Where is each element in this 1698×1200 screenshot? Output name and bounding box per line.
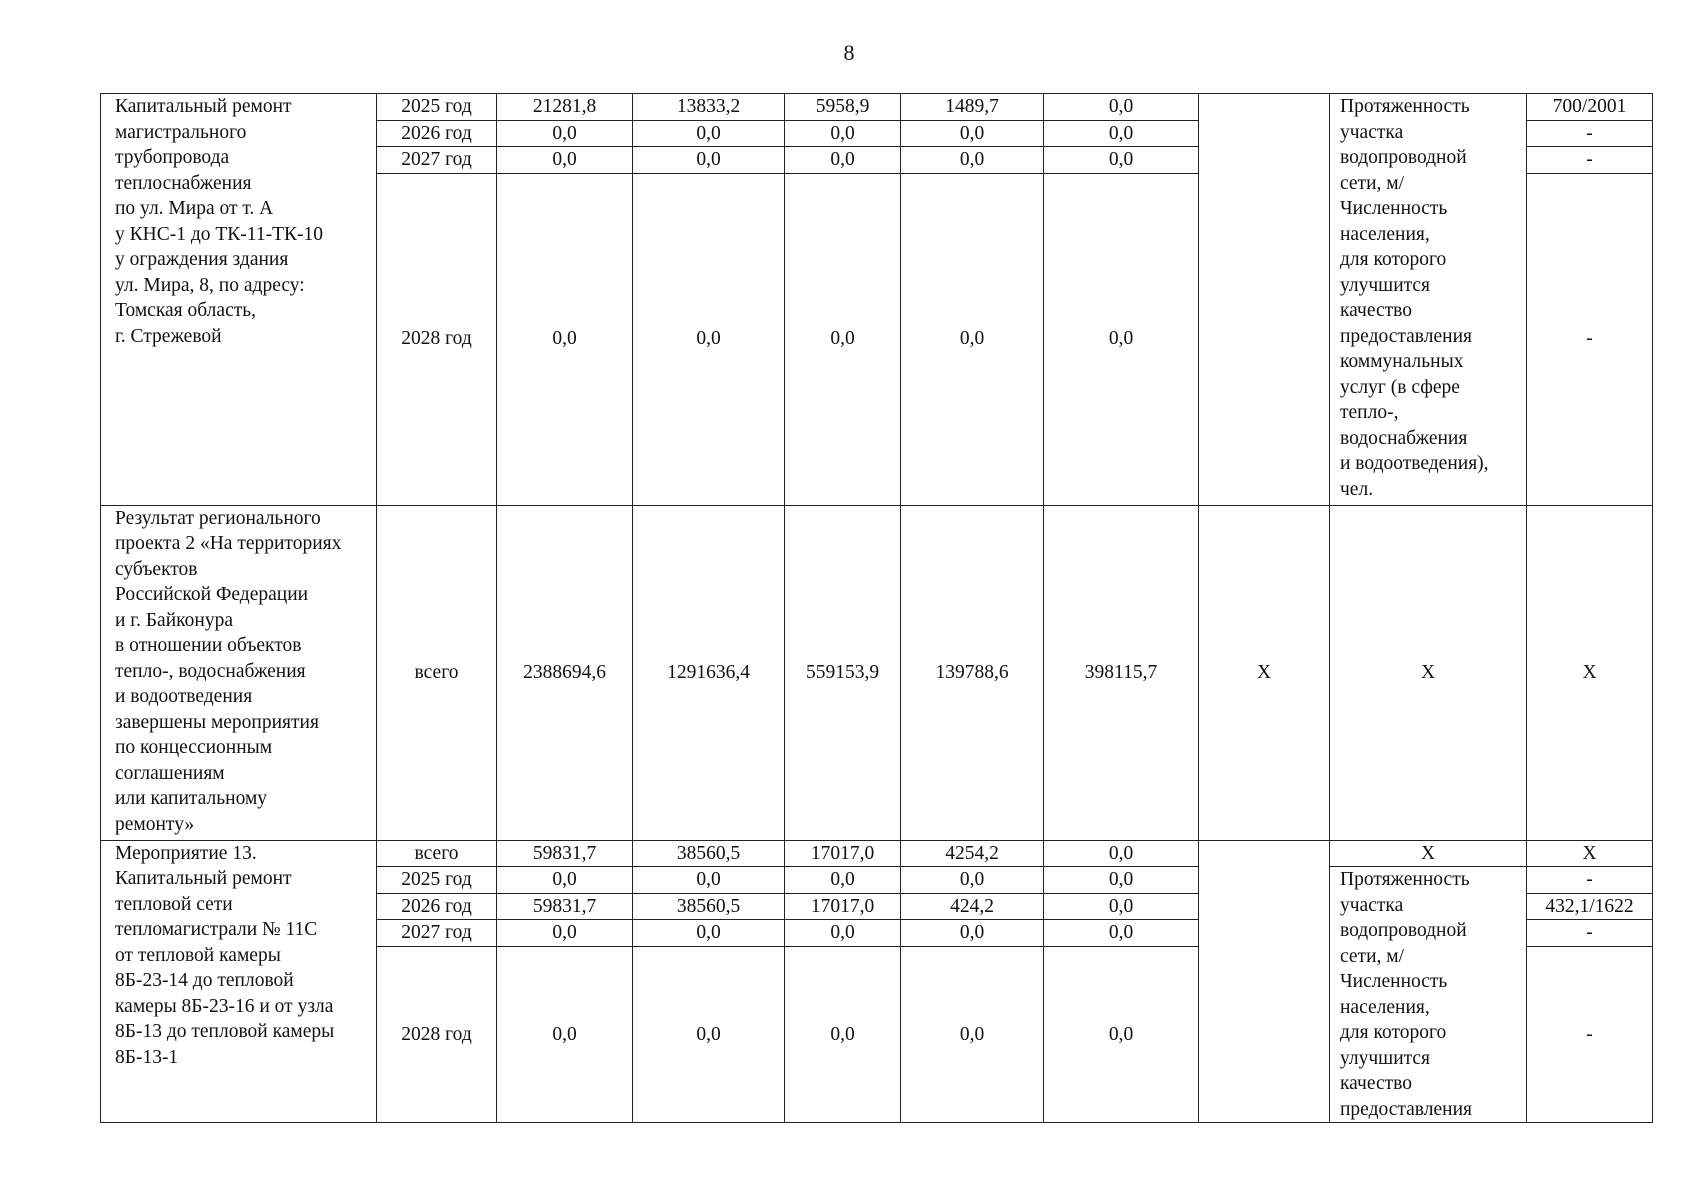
- value-cell: 1291636,4: [633, 505, 785, 840]
- value-cell: 0,0: [901, 946, 1044, 1122]
- target-cell: 700/2001: [1527, 94, 1653, 121]
- value-cell: 0,0: [1044, 147, 1199, 174]
- table-row: [101, 840, 1653, 867]
- page-number: 8: [843, 40, 855, 65]
- x-cell: X: [1527, 505, 1653, 840]
- value-cell: 0,0: [497, 173, 633, 505]
- value-cell: 0,0: [633, 867, 785, 894]
- table-row: [101, 505, 1653, 840]
- target-cell: -: [1527, 920, 1653, 947]
- event-name-cell: Капитальный ремонт магистрального трубопровода теплоснабжения по ул. Мира от т. А у КНС-1 до ТК-11-ТК-10 у ограждения здания ул. Мира, 8, по адресу: Томская область, г. Стрежевой: [101, 94, 377, 506]
- value-cell: 0,0: [901, 920, 1044, 947]
- value-cell: 0,0: [901, 867, 1044, 894]
- value-cell: 17017,0: [785, 840, 901, 867]
- x-cell: X: [1330, 505, 1527, 840]
- indicator-cell: Протяженность участка водопроводной сети, м/ Численность населения, для которого улучшится качество предоставления коммунальных услуг (в сфере тепло-, водоснабжения и водоотведения), чел.: [1330, 94, 1527, 506]
- target-cell: -: [1527, 946, 1653, 1122]
- value-cell: 0,0: [1044, 173, 1199, 505]
- period-cell: 2027 год: [377, 920, 497, 947]
- period-cell: всего: [377, 840, 497, 867]
- value-cell: 0,0: [785, 120, 901, 147]
- value-cell: 0,0: [497, 920, 633, 947]
- value-cell: 0,0: [785, 173, 901, 505]
- value-cell: 139788,6: [901, 505, 1044, 840]
- value-cell: 13833,2: [633, 94, 785, 121]
- value-cell: 424,2: [901, 893, 1044, 920]
- value-cell: 0,0: [497, 867, 633, 894]
- value-cell: 0,0: [1044, 867, 1199, 894]
- x-cell: X: [1199, 505, 1330, 840]
- value-cell: 0,0: [633, 147, 785, 174]
- period-cell: 2025 год: [377, 867, 497, 894]
- target-cell: -: [1527, 120, 1653, 147]
- period-cell: 2028 год: [377, 946, 497, 1122]
- value-cell: 59831,7: [497, 893, 633, 920]
- value-cell: 398115,7: [1044, 505, 1199, 840]
- target-cell: -: [1527, 173, 1653, 505]
- value-cell: 0,0: [633, 920, 785, 947]
- empty-cell: [1199, 840, 1330, 1123]
- value-cell: 0,0: [633, 946, 785, 1122]
- value-cell: 0,0: [633, 173, 785, 505]
- target-cell: -: [1527, 147, 1653, 174]
- table-row: [101, 94, 1653, 121]
- value-cell: 0,0: [785, 946, 901, 1122]
- value-cell: 0,0: [497, 147, 633, 174]
- value-cell: 0,0: [1044, 120, 1199, 147]
- value-cell: 0,0: [901, 147, 1044, 174]
- value-cell: 0,0: [497, 946, 633, 1122]
- value-cell: 38560,5: [633, 893, 785, 920]
- value-cell: 59831,7: [497, 840, 633, 867]
- period-cell: 2026 год: [377, 893, 497, 920]
- budget-table: [100, 93, 1653, 1123]
- value-cell: 2388694,6: [497, 505, 633, 840]
- value-cell: 0,0: [1044, 920, 1199, 947]
- value-cell: 0,0: [1044, 840, 1199, 867]
- period-cell: 2026 год: [377, 120, 497, 147]
- x-cell: X: [1527, 840, 1653, 867]
- period-cell: 2028 год: [377, 173, 497, 505]
- value-cell: 0,0: [633, 120, 785, 147]
- value-cell: 559153,9: [785, 505, 901, 840]
- x-cell: X: [1330, 840, 1527, 867]
- value-cell: 0,0: [497, 120, 633, 147]
- value-cell: 0,0: [1044, 94, 1199, 121]
- event-name-cell: Мероприятие 13. Капитальный ремонт тепловой сети тепломагистрали № 11С от тепловой камеры 8Б-23-14 до тепловой камеры 8Б-23-16 и от узла 8Б-13 до тепловой камеры 8Б-13-1: [101, 840, 377, 1123]
- result-name-cell: Результат регионального проекта 2 «На территориях субъектов Российской Федерации и г. Байконура в отношении объектов тепло-, водоснабжения и водоотведения завершены мероприятия по концессионным соглашениям или капитальному ремонту»: [101, 505, 377, 840]
- period-cell: всего: [377, 505, 497, 840]
- value-cell: 0,0: [785, 920, 901, 947]
- value-cell: 21281,8: [497, 94, 633, 121]
- value-cell: 0,0: [1044, 946, 1199, 1122]
- value-cell: 0,0: [1044, 893, 1199, 920]
- period-cell: 2025 год: [377, 94, 497, 121]
- value-cell: 0,0: [785, 867, 901, 894]
- value-cell: 5958,9: [785, 94, 901, 121]
- value-cell: 38560,5: [633, 840, 785, 867]
- empty-cell: [1199, 94, 1330, 506]
- value-cell: 4254,2: [901, 840, 1044, 867]
- value-cell: 0,0: [901, 120, 1044, 147]
- target-cell: -: [1527, 867, 1653, 894]
- period-cell: 2027 год: [377, 147, 497, 174]
- value-cell: 0,0: [785, 147, 901, 174]
- value-cell: 1489,7: [901, 94, 1044, 121]
- indicator-cell: Протяженность участка водопроводной сети, м/ Численность населения, для которого улучшится качество предоставления: [1330, 867, 1527, 1123]
- target-cell: 432,1/1622: [1527, 893, 1653, 920]
- value-cell: 0,0: [901, 173, 1044, 505]
- value-cell: 17017,0: [785, 893, 901, 920]
